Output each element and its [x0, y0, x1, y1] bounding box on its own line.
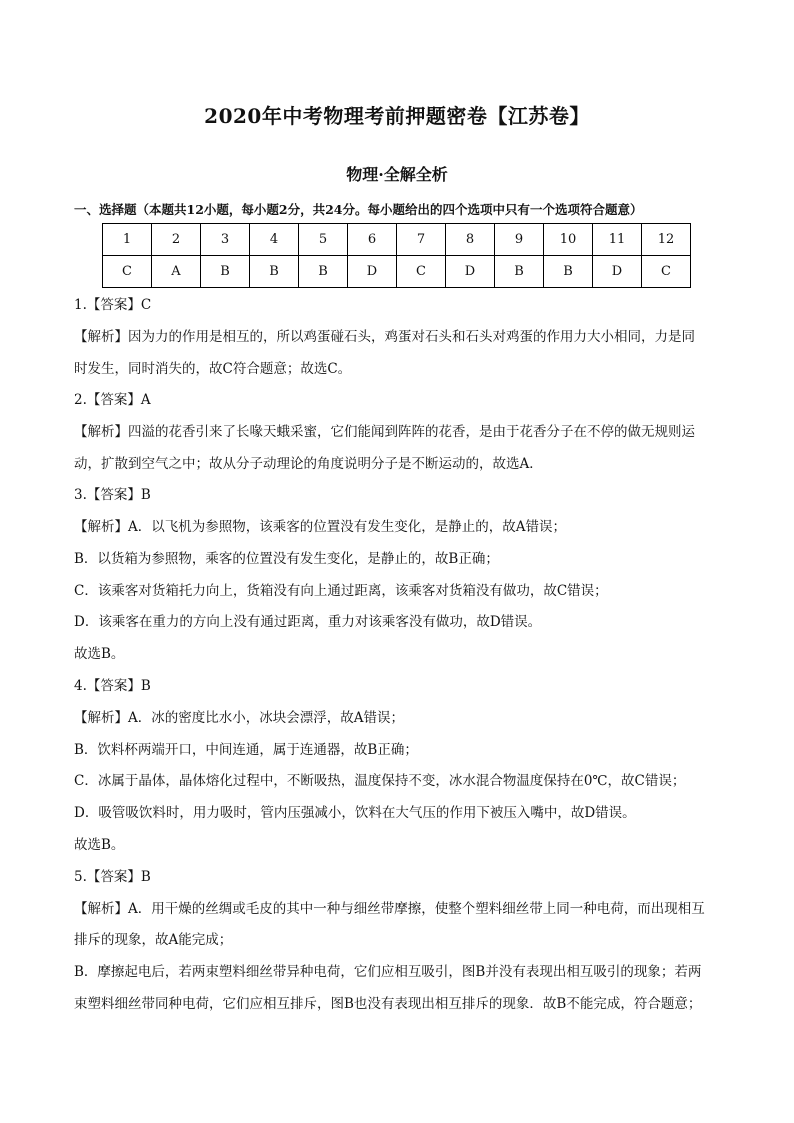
answer-cell: D [348, 256, 397, 288]
answer-line: 4.【答案】B [74, 678, 151, 694]
question-number-cell: 10 [544, 224, 593, 256]
answer-cell: B [201, 256, 250, 288]
answer-cell: B [299, 256, 348, 288]
explanation-line: 【解析】A．用干燥的丝绸或毛皮的其中一种与细丝带摩擦，使整个塑料细丝带上同一种电荷，而出现相互 [74, 901, 705, 917]
answer-cell: D [446, 256, 495, 288]
explanation-line: 时发生，同时消失的，故C符合题意；故选C。 [74, 361, 352, 377]
question-number-cell: 7 [397, 224, 446, 256]
explanation-line: 排斥的现象，故A能完成； [74, 932, 233, 948]
explanation-line: D．该乘客在重力的方向上没有通过距离，重力对该乘客没有做功，故D错误。 [74, 614, 542, 630]
answer-cell: B [495, 256, 544, 288]
section-heading: 一、选择题（本题共12小题，每小题2分，共24分。每小题给出的四个选项中只有一个选项符合题意） [74, 202, 643, 217]
question-number-cell: 6 [348, 224, 397, 256]
answer-table [102, 223, 691, 288]
answer-line: 1.【答案】C [74, 297, 152, 313]
explanation-line: 束塑料细丝带同种电荷，它们应相互排斥，图B也没有表现出相互排斥的现象．故B不能完成，符合题意； [74, 996, 702, 1012]
answer-table-answer-row [103, 256, 691, 288]
explanation-line: B．饮料杯两端开口，中间连通，属于连通器，故B正确； [74, 742, 418, 758]
question-number-cell: 1 [103, 224, 152, 256]
answer-cell: A [152, 256, 201, 288]
question-number-cell: 3 [201, 224, 250, 256]
explanation-line: 【解析】A．以飞机为参照物，该乘客的位置没有发生变化，是静止的，故A错误； [74, 519, 566, 535]
answer-line: 3.【答案】B [74, 487, 151, 503]
answer-table-number-row [103, 224, 691, 256]
answer-line: 2.【答案】A [74, 392, 151, 408]
explanation-line: B．摩擦起电后，若两束塑料细丝带异种电荷，它们应相互吸引，图B并没有表现出相互吸引的现象；若两 [74, 964, 702, 980]
answer-cell: B [544, 256, 593, 288]
question-number-cell: 4 [250, 224, 299, 256]
answer-cell: C [103, 256, 152, 288]
explanation-line: 动，扩散到空气之中；故从分子动理论的角度说明分子是不断运动的，故选A． [74, 456, 543, 472]
question-number-cell: 8 [446, 224, 495, 256]
answer-cell: C [397, 256, 446, 288]
explanation-line: 【解析】A．冰的密度比水小，冰块会漂浮，故A错误； [74, 710, 404, 726]
question-number-cell: 9 [495, 224, 544, 256]
explanation-line: D．吸管吸饮料时，用力吸时，管内压强减小，饮料在大气压的作用下被压入嘴中，故D错误。 [74, 805, 636, 821]
explanation-line: 【解析】四溢的花香引来了长喙天蛾采蜜，它们能闻到阵阵的花香，是由于花香分子在不停的做无规则运 [74, 424, 695, 440]
answer-cell: C [642, 256, 691, 288]
answer-line: 5.【答案】B [74, 869, 151, 885]
conclusion-line: 故选B。 [74, 646, 125, 662]
conclusion-line: 故选B。 [74, 837, 125, 853]
question-number-cell: 2 [152, 224, 201, 256]
question-number-cell: 5 [299, 224, 348, 256]
explanation-line: B．以货箱为参照物，乘客的位置没有发生变化，是静止的，故B正确； [74, 551, 499, 567]
explanation-line: C．该乘客对货箱托力向上，货箱没有向上通过距离，该乘客对货箱没有做功，故C错误； [74, 583, 608, 599]
question-number-cell: 11 [593, 224, 642, 256]
document-title: 2020年中考物理考前押题密卷【江苏卷】 [204, 104, 590, 128]
question-number-cell: 12 [642, 224, 691, 256]
explanation-line: C．冰属于晶体，晶体熔化过程中，不断吸热，温度保持不变，冰水混合物温度保持在0℃，故C错误； [74, 773, 686, 789]
document-subtitle: 物理·全解全析 [346, 165, 448, 184]
answer-cell: D [593, 256, 642, 288]
explanation-line: 【解析】因为力的作用是相互的，所以鸡蛋碰石头，鸡蛋对石头和石头对鸡蛋的作用力大小相同，力是同 [74, 329, 695, 345]
answer-cell: B [250, 256, 299, 288]
